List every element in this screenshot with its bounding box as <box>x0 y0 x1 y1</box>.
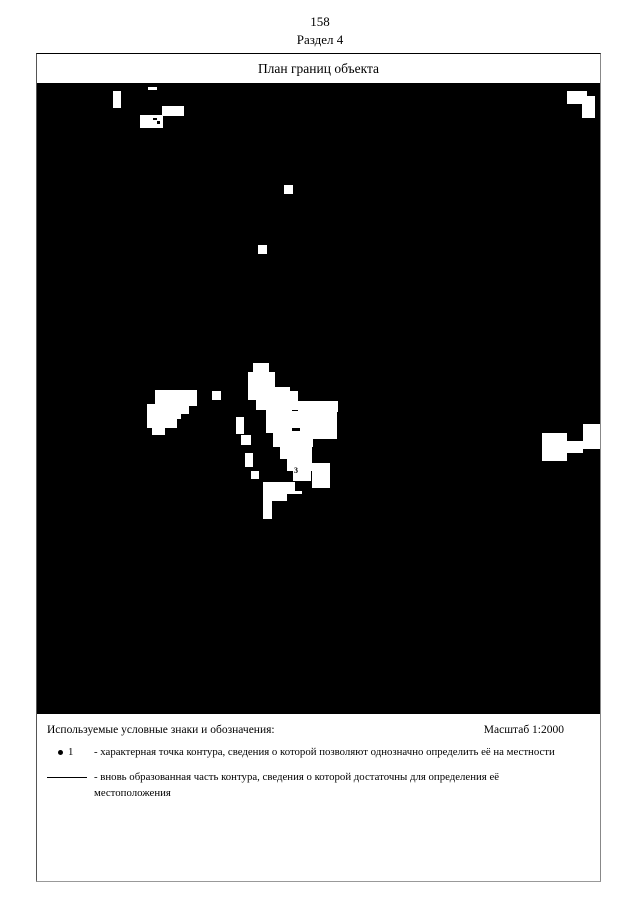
map-white-patch <box>263 501 272 519</box>
map-white-patch <box>258 245 267 254</box>
legend-item-contour-text: - вновь образованная часть контура, сведения о которой достаточны для определения её местоположения <box>94 771 500 799</box>
map-white-patch <box>582 96 595 118</box>
map-white-patch <box>162 106 184 116</box>
map-white-patch <box>263 482 295 491</box>
map-white-patch <box>241 435 251 445</box>
point-label: 3 <box>294 466 298 475</box>
page-number: 158 <box>310 14 330 29</box>
map-white-patch <box>212 391 221 400</box>
point-label: 4 <box>307 481 311 490</box>
point-dot-icon <box>58 750 63 755</box>
map-white-patch <box>236 417 244 434</box>
map-white-patch <box>266 407 292 433</box>
plan-box <box>36 53 601 882</box>
map-white-patch <box>287 491 302 494</box>
map-white-patch <box>147 404 181 419</box>
map-white-patch <box>245 453 253 467</box>
contour-svg <box>37 85 600 714</box>
map-white-patch <box>152 428 165 435</box>
map-white-patch <box>290 411 337 428</box>
legend-header: Используемые условные знаки и обозначения: <box>47 724 275 736</box>
map-white-patch <box>567 441 583 453</box>
plan-title: План границ объекта <box>37 54 600 85</box>
point-symbol-number: 1 <box>68 746 74 758</box>
legend <box>37 714 600 881</box>
boundary-map <box>37 85 600 714</box>
map-white-patch <box>312 463 330 488</box>
map-white-patch <box>148 87 157 90</box>
map-white-patch <box>251 471 259 479</box>
map-white-patch <box>263 491 287 501</box>
map-white-patch <box>283 391 298 401</box>
map-white-patch <box>284 185 293 194</box>
map-white-patch <box>180 404 189 414</box>
map-white-patch <box>583 424 600 449</box>
point-symbol <box>58 746 73 758</box>
map-white-patch <box>147 419 177 428</box>
map-white-patch <box>113 91 121 108</box>
map-white-patch <box>248 372 275 388</box>
contour-line-icon <box>47 777 87 778</box>
legend-item-point-text: - характерная точка контура, сведения о которой позволяют однозначно определить её на местности <box>94 746 555 758</box>
section-title: Раздел 4 <box>296 32 344 47</box>
map-scale-label: Масштаб 1:2000 <box>483 724 564 736</box>
map-speckle <box>157 121 160 124</box>
map-speckle <box>153 118 157 120</box>
map-white-patch <box>542 433 567 461</box>
